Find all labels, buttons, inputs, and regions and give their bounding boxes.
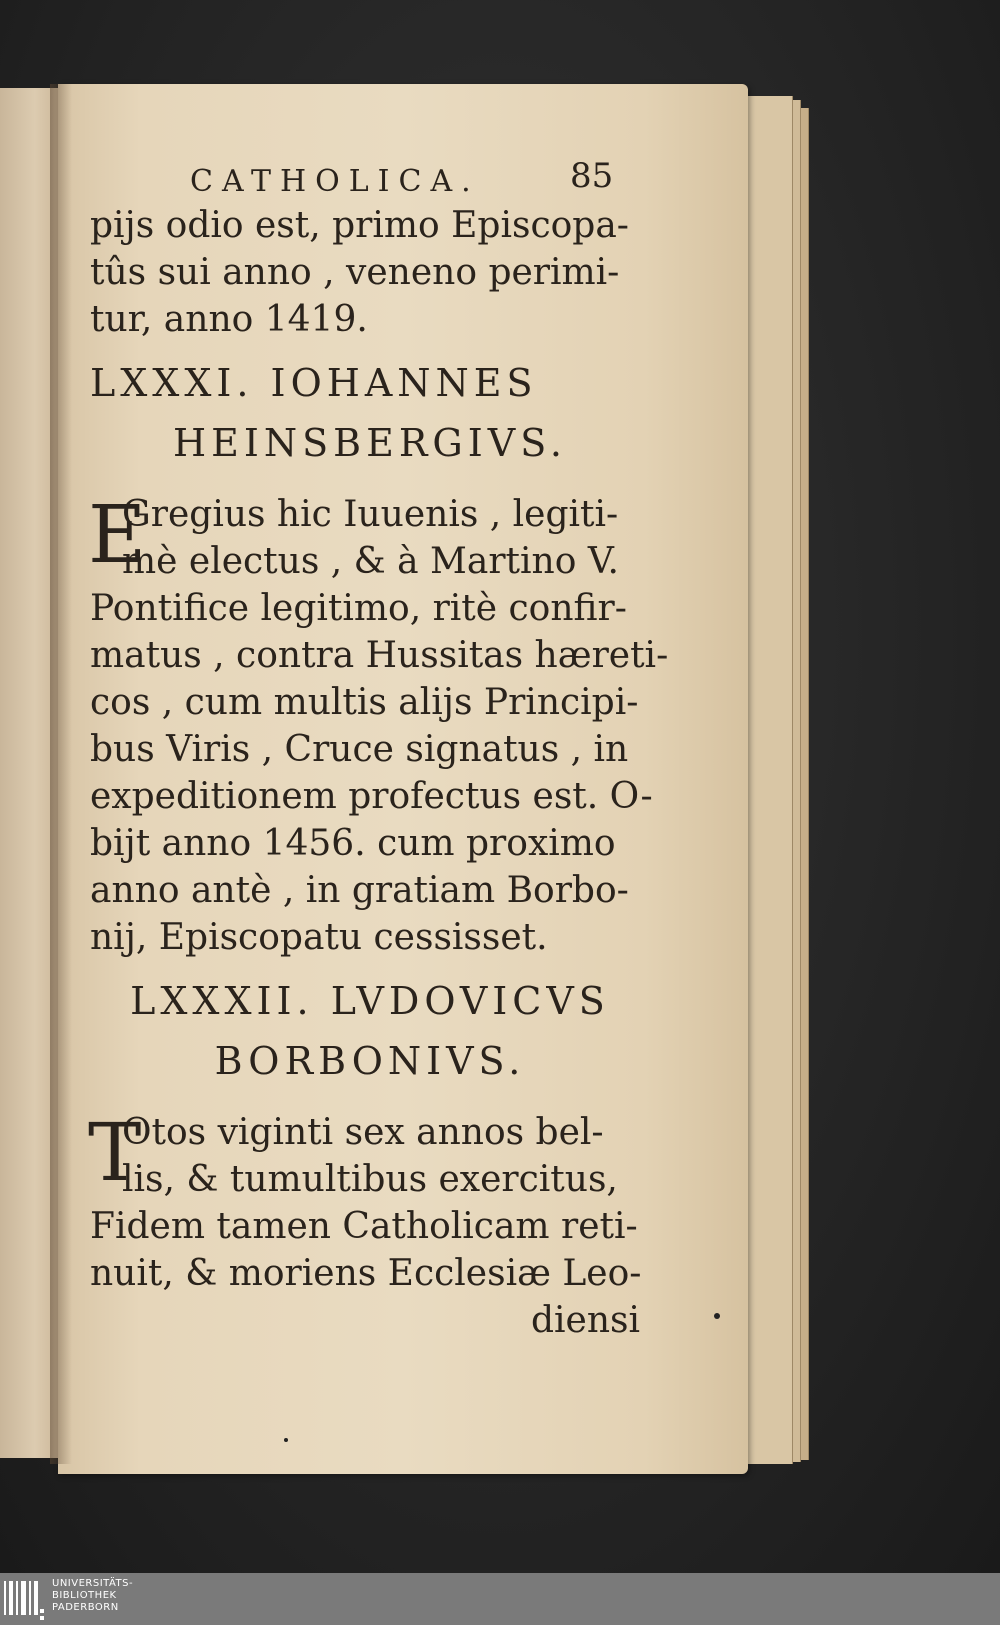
text-line: matus , contra Hussitas hæreti- (90, 635, 669, 676)
paragraph-81 (88, 488, 650, 585)
drop-capital: T (88, 1106, 142, 1199)
institution-line: BIBLIOTHEK (52, 1590, 117, 1601)
library-barcode-logo-icon (4, 1579, 44, 1621)
institution-name (52, 1578, 133, 1614)
ink-speck (284, 1438, 288, 1442)
text-line: pijs odio est, primo Episcopa- (90, 205, 629, 246)
text-line: nuit, & moriens Ecclesiæ Leo- (90, 1253, 642, 1294)
section-heading-82-name: BORBONIVS. (214, 1039, 526, 1083)
book-gutter-shadow (50, 84, 72, 1464)
text-line: expeditionem profectus est. O- (90, 776, 653, 817)
section-heading-81: LXXXI. IOHANNES (90, 361, 538, 405)
text-line: bus Viris , Cruce signatus , in (90, 729, 629, 770)
paragraph-82 (88, 1106, 650, 1203)
text-line: Gregius hic Iuuenis , legiti- (122, 494, 619, 535)
text-line: mè electus , & à Martino V. (122, 541, 619, 582)
catchword: diensi (530, 1300, 640, 1341)
footer-bar (0, 1573, 1000, 1625)
text-line: anno antè , in gratiam Borbo- (90, 870, 629, 911)
page-number: 85 (570, 156, 614, 196)
section-heading-81-name: HEINSBERGIVS. (172, 421, 567, 465)
text-line: Otos viginti sex annos bel- (122, 1112, 604, 1153)
text-line: tur, anno 1419. (90, 299, 368, 340)
institution-line: UNIVERSITÄTS- (52, 1578, 134, 1589)
ink-speck (714, 1313, 720, 1319)
text-line: Pontifice legitimo, ritè confir- (90, 588, 627, 629)
page-text (88, 150, 669, 1344)
text-line: bijt anno 1456. cum proximo (90, 823, 616, 864)
text-line: nij, Episcopatu cessisset. (90, 917, 548, 958)
institution-line: PADERBORN (52, 1602, 119, 1613)
page-header (90, 150, 650, 202)
text-line: Fidem tamen Catholicam reti- (90, 1206, 638, 1247)
text-line: cos , cum multis alijs Principi- (90, 682, 639, 723)
text-line: tûs sui anno , veneno perimi- (90, 252, 620, 293)
text-line: lis, & tumultibus exercitus, (122, 1159, 618, 1200)
section-heading-82: LXXXII. LVDOVICVS (130, 979, 610, 1023)
running-head: CATHOLICA. (190, 164, 480, 199)
drop-capital: E (88, 488, 147, 581)
